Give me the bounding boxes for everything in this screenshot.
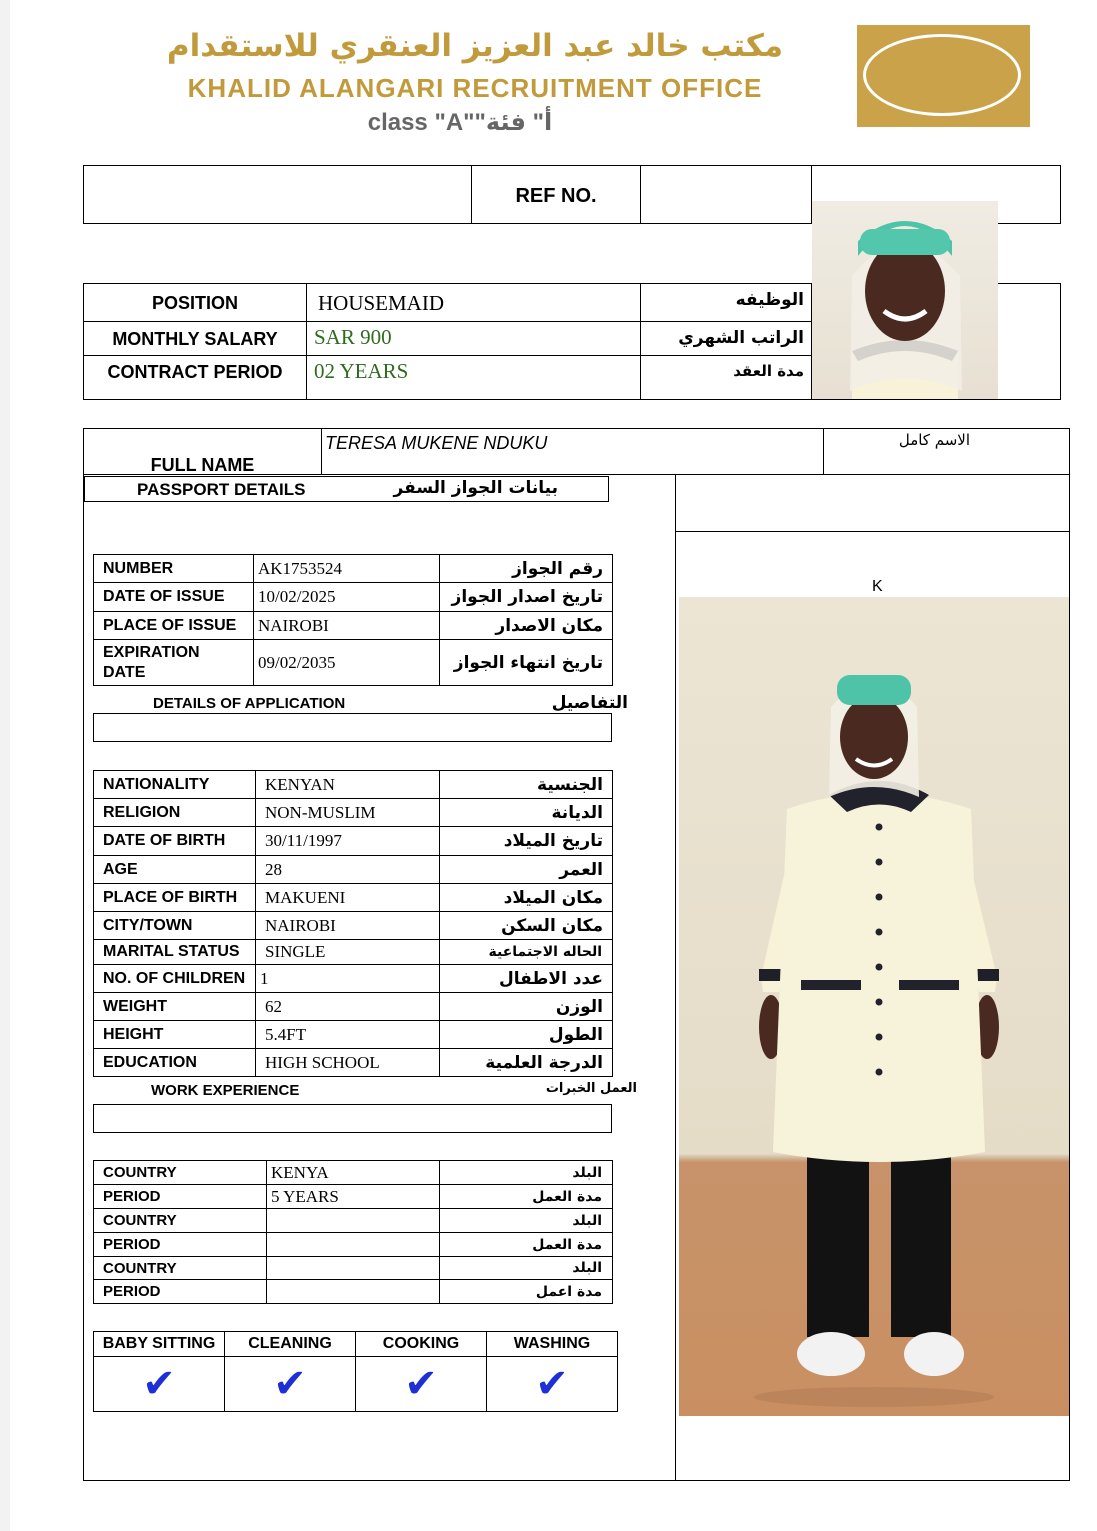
- exp-period-label-ar-3: مدة اعمل: [440, 1280, 613, 1304]
- table-row: [94, 771, 613, 799]
- issue-place-label: PLACE OF ISSUE: [94, 612, 254, 640]
- contract-value: 02 YEARS: [314, 359, 409, 383]
- skills-table: [93, 1331, 618, 1412]
- frame-left: [83, 475, 84, 1481]
- exp-period-value-1: 5 YEARS: [267, 1185, 440, 1209]
- weight-value: 62: [256, 993, 440, 1021]
- marital-status-label: MARITAL STATUS: [94, 940, 256, 965]
- marital-status-value: SINGLE: [256, 940, 440, 965]
- exp-country-label-ar-3: البلد: [440, 1257, 613, 1280]
- children-label-ar: عدد الاطفال: [440, 965, 613, 993]
- office-logo: [857, 25, 1030, 127]
- table-row: [94, 827, 613, 856]
- passport-heading-ar: بيانات الجواز السفر: [393, 478, 558, 498]
- exp-country-label-ar-2: البلد: [440, 1209, 613, 1233]
- experience-heading-ar: العمل الخبرات: [545, 1081, 637, 1096]
- ref-label: REF NO.: [515, 185, 597, 207]
- birth-place-label: PLACE OF BIRTH: [94, 884, 256, 912]
- exp-country-label-2: COUNTRY: [94, 1209, 267, 1233]
- full-body-photo: [679, 597, 1069, 1416]
- job-col-line-2: [640, 283, 641, 400]
- nationality-label-ar: الجنسية: [440, 771, 613, 799]
- application-notes-box: [93, 713, 612, 742]
- logo-ring: [863, 34, 1021, 116]
- job-row-line-2: [83, 355, 811, 356]
- birth-place-label-ar: مكان الميلاد: [440, 884, 613, 912]
- city-value: NAIROBI: [256, 912, 440, 940]
- expiry-date-value: 09/02/2035: [254, 640, 440, 686]
- marital-status-label-ar: الحاله الاجتماعية: [440, 940, 613, 965]
- table-row: [94, 1209, 613, 1233]
- photo-caption: K: [872, 578, 883, 595]
- issue-date-label: DATE OF ISSUE: [94, 583, 254, 612]
- exp-country-value-2: [267, 1209, 440, 1233]
- position-value: HOUSEMAID: [318, 291, 444, 315]
- exp-period-value-2: [267, 1233, 440, 1257]
- passport-number-label-ar: رقم الجواز: [440, 555, 613, 583]
- skills-header-row: [94, 1332, 618, 1357]
- weight-label: WEIGHT: [94, 993, 256, 1021]
- city-label-ar: مكان السكن: [440, 912, 613, 940]
- expiry-date-label-text: EXPIRATION DATE: [103, 643, 200, 681]
- issue-place-label-ar: مكان الاصدار: [440, 612, 613, 640]
- table-row: [94, 555, 613, 583]
- table-row: [94, 583, 613, 612]
- office-class: class "A""أ" فئة: [367, 109, 553, 136]
- weight-label-ar: الوزن: [440, 993, 613, 1021]
- age-label-ar: العمر: [440, 856, 613, 884]
- salary-value: SAR 900: [314, 325, 392, 349]
- exp-country-value-3: [267, 1257, 440, 1280]
- religion-label-ar: الديانة: [440, 799, 613, 827]
- age-label: AGE: [94, 856, 256, 884]
- table-row: [94, 799, 613, 827]
- table-row: [94, 965, 613, 993]
- fullname-label-ar: الاسم كامل: [898, 431, 970, 449]
- passport-table: [93, 554, 613, 686]
- exp-period-label-1: PERIOD: [94, 1185, 267, 1209]
- table-row: [94, 912, 613, 940]
- height-label-ar: الطول: [440, 1021, 613, 1049]
- contract-label: CONTRACT PERIOD: [107, 362, 283, 382]
- table-row: [94, 1161, 613, 1185]
- standing-figure: [679, 597, 1069, 1416]
- expiry-date-label-ar: تاريخ انتهاء الجواز: [440, 640, 613, 686]
- table-row: [94, 940, 613, 965]
- salary-label-ar: الراتب الشهري: [678, 328, 804, 348]
- washing-check-icon: ✔: [487, 1357, 618, 1412]
- skill-baby-sitting-label: BABY SITTING: [94, 1332, 225, 1357]
- application-table: [93, 770, 613, 1077]
- city-label: CITY/TOWN: [94, 912, 256, 940]
- children-label: NO. OF CHILDREN: [94, 965, 256, 993]
- passport-number-label: NUMBER: [94, 555, 254, 583]
- exp-period-value-3: [267, 1280, 440, 1304]
- children-value: 1: [256, 965, 440, 993]
- cleaning-check-icon: ✔: [225, 1357, 356, 1412]
- table-row: [94, 856, 613, 884]
- table-row: [94, 1233, 613, 1257]
- birth-date-label-ar: تاريخ الميلاد: [440, 827, 613, 856]
- page-edge: [0, 0, 10, 1531]
- table-row: [94, 993, 613, 1021]
- experience-table: [93, 1160, 613, 1304]
- exp-country-label-ar-1: البلد: [440, 1161, 613, 1185]
- exp-period-label-ar-2: مدة العمل: [440, 1233, 613, 1257]
- exp-country-value-1: KENYA: [267, 1161, 440, 1185]
- exp-country-label-3: COUNTRY: [94, 1257, 267, 1280]
- table-row: [94, 1257, 613, 1280]
- fullname-value: TERESA MUKENE NDUKU: [325, 433, 548, 453]
- passport-heading: PASSPORT DETAILS: [137, 480, 306, 499]
- skill-cleaning-label: CLEANING: [225, 1332, 356, 1357]
- issue-place-value: NAIROBI: [254, 612, 440, 640]
- skill-washing-label: WASHING: [487, 1332, 618, 1357]
- exp-period-label-ar-1: مدة العمل: [440, 1185, 613, 1209]
- salary-label: MONTHLY SALARY: [112, 329, 278, 349]
- education-label: EDUCATION: [94, 1049, 256, 1077]
- education-label-ar: الدرجة العلمية: [440, 1049, 613, 1077]
- office-title-arabic: مكتب خالد عبد العزيز العنقري للاستقدام: [166, 28, 784, 64]
- frame-bottom: [83, 1480, 1070, 1481]
- skill-cooking-label: COOKING: [356, 1332, 487, 1357]
- cooking-check-icon: ✔: [356, 1357, 487, 1412]
- table-row: [94, 1021, 613, 1049]
- contract-label-ar: مدة العقد: [733, 362, 804, 380]
- baby-sitting-check-icon: ✔: [94, 1357, 225, 1412]
- religion-label: RELIGION: [94, 799, 256, 827]
- birth-date-value: 30/11/1997: [256, 827, 440, 856]
- application-heading: DETAILS OF APPLICATION: [153, 695, 346, 712]
- job-row-line-1: [83, 321, 811, 322]
- height-value: 5.4FT: [256, 1021, 440, 1049]
- passport-photo: [812, 201, 998, 399]
- job-col-line-1: [306, 283, 307, 400]
- exp-country-label-1: COUNTRY: [94, 1161, 267, 1185]
- birth-date-label: DATE OF BIRTH: [94, 827, 256, 856]
- issue-date-value: 10/02/2025: [254, 583, 440, 612]
- frame-middle: [675, 475, 676, 1481]
- table-row: [94, 612, 613, 640]
- issue-date-label-ar: تاريخ اصدار الجواز: [440, 583, 613, 612]
- ref-divider-2: [640, 165, 641, 224]
- portrait-figure: [812, 201, 998, 399]
- table-row: [94, 1185, 613, 1209]
- expiry-date-label: [94, 640, 254, 686]
- frame-right-line: [676, 531, 1069, 532]
- fullname-label: FULL NAME: [150, 455, 255, 475]
- nationality-value: KENYAN: [256, 771, 440, 799]
- table-row: [94, 1049, 613, 1077]
- fullname-divider-1: [321, 428, 322, 475]
- table-row: [94, 1280, 613, 1304]
- skills-check-row: [94, 1357, 618, 1412]
- office-title-english: KHALID ALANGARI RECRUITMENT OFFICE: [187, 73, 763, 103]
- passport-number-value: AK1753524: [254, 555, 440, 583]
- age-value: 28: [256, 856, 440, 884]
- exp-period-label-2: PERIOD: [94, 1233, 267, 1257]
- experience-heading: WORK EXPERIENCE: [151, 1082, 300, 1099]
- position-label: POSITION: [151, 293, 238, 313]
- birth-place-value: MAKUENI: [256, 884, 440, 912]
- nationality-label: NATIONALITY: [94, 771, 256, 799]
- position-label-ar: الوظيفه: [735, 290, 804, 310]
- application-heading-ar: التفاصيل: [551, 693, 628, 713]
- exp-period-label-3: PERIOD: [94, 1280, 267, 1304]
- table-row: [94, 884, 613, 912]
- education-value: HIGH SCHOOL: [256, 1049, 440, 1077]
- frame-right: [1069, 475, 1070, 1481]
- height-label: HEIGHT: [94, 1021, 256, 1049]
- table-row: [94, 640, 613, 686]
- religion-value: NON-MUSLIM: [256, 799, 440, 827]
- fullname-divider-2: [823, 428, 824, 475]
- experience-notes-box: [93, 1104, 612, 1133]
